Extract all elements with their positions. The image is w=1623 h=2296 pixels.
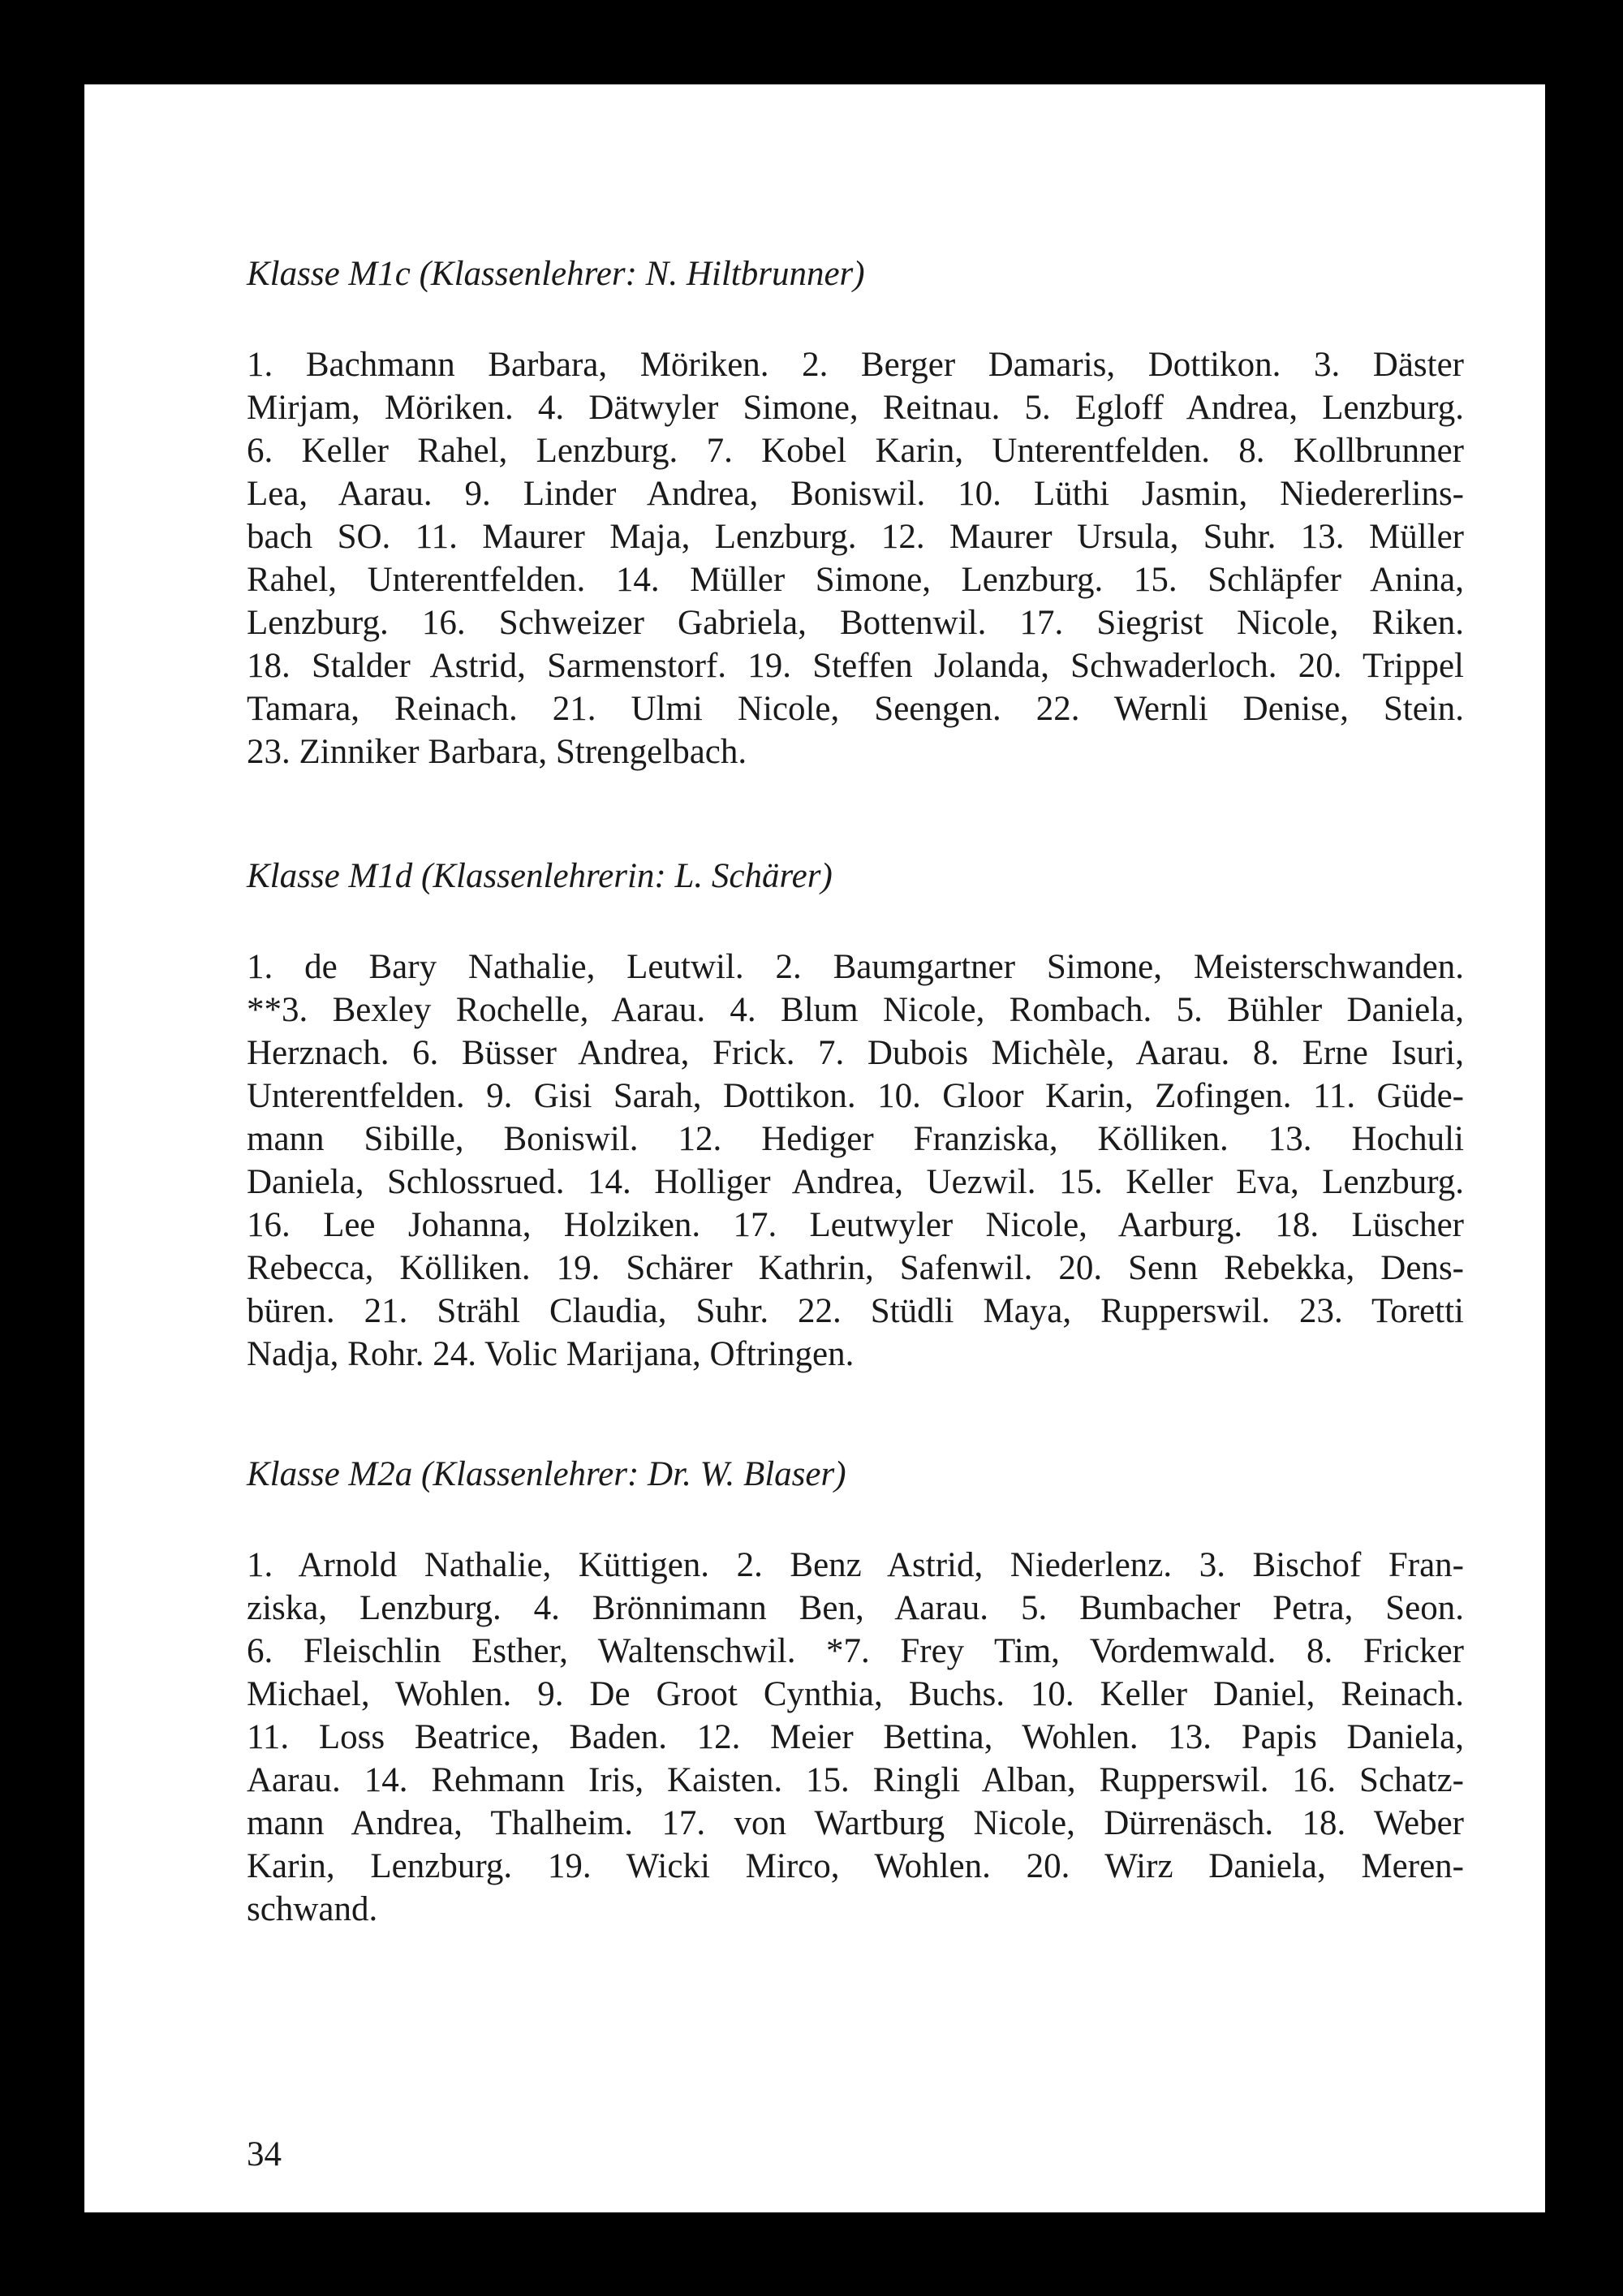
document-page <box>84 84 1545 2212</box>
student-list <box>247 1544 1464 1931</box>
text-line: 11. Loss Beatrice, Baden. 12. Meier Bettina, Wohlen. 13. Papis Daniela, <box>247 1718 1464 1756</box>
text-line: Karin, Lenzburg. 19. Wicki Mirco, Wohlen. 20. Wirz Daniela, Meren- <box>247 1847 1464 1885</box>
text-line: Mirjam, Möriken. 4. Dätwyler Simone, Reitnau. 5. Egloff Andrea, Lenzburg. <box>247 389 1464 427</box>
text-line: Daniela, Schlossrued. 14. Holliger Andrea, Uezwil. 15. Keller Eva, Lenzburg. <box>247 1163 1464 1201</box>
text-line: 1. de Bary Nathalie, Leutwil. 2. Baumgartner Simone, Meisterschwanden. <box>247 948 1464 986</box>
text-line: 6. Keller Rahel, Lenzburg. 7. Kobel Karin, Unterentfelden. 8. Kollbrunner <box>247 432 1464 470</box>
student-list <box>247 343 1464 773</box>
class-section-m1c <box>247 253 1464 773</box>
text-line: 18. Stalder Astrid, Sarmenstorf. 19. Steffen Jolanda, Schwaderloch. 20. Trippel <box>247 647 1464 685</box>
class-section-m1d <box>247 855 1464 1376</box>
text-line: mann Sibille, Boniswil. 12. Hediger Franziska, Kölliken. 13. Hochuli <box>247 1120 1464 1158</box>
text-line: 23. Zinniker Barbara, Strengelbach. <box>247 733 747 771</box>
section-heading: Klasse M1d (Klassenlehrerin: L. Schärer) <box>247 857 833 895</box>
text-line: Tamara, Reinach. 21. Ulmi Nicole, Seengen. 22. Wernli Denise, Stein. <box>247 690 1464 728</box>
text-line: mann Andrea, Thalheim. 17. von Wartburg Nicole, Dürrenäsch. 18. Weber <box>247 1804 1464 1842</box>
text-line: 1. Arnold Nathalie, Küttigen. 2. Benz Astrid, Niederlenz. 3. Bischof Fran- <box>247 1546 1464 1584</box>
text-line: **3. Bexley Rochelle, Aarau. 4. Blum Nicole, Rombach. 5. Bühler Daniela, <box>247 991 1464 1029</box>
page-number: 34 <box>247 2135 282 2173</box>
text-line: Lea, Aarau. 9. Linder Andrea, Boniswil. 10. Lüthi Jasmin, Niedererlins- <box>247 475 1464 513</box>
text-line: Aarau. 14. Rehmann Iris, Kaisten. 15. Ringli Alban, Rupperswil. 16. Schatz- <box>247 1761 1464 1799</box>
class-section-m2a <box>247 1454 1464 1931</box>
text-line: schwand. <box>247 1890 378 1928</box>
text-line: Rebecca, Kölliken. 19. Schärer Kathrin, Safenwil. 20. Senn Rebekka, Dens- <box>247 1249 1464 1287</box>
section-heading: Klasse M1c (Klassenlehrer: N. Hiltbrunner) <box>247 255 865 293</box>
text-line: Lenzburg. 16. Schweizer Gabriela, Bottenwil. 17. Siegrist Nicole, Riken. <box>247 604 1464 642</box>
section-heading: Klasse M2a (Klassenlehrer: Dr. W. Blaser) <box>247 1455 846 1493</box>
text-line: ziska, Lenzburg. 4. Brönnimann Ben, Aarau. 5. Bumbacher Petra, Seon. <box>247 1589 1464 1627</box>
text-line: 16. Lee Johanna, Holziken. 17. Leutwyler Nicole, Aarburg. 18. Lüscher <box>247 1206 1464 1244</box>
text-line: büren. 21. Strähl Claudia, Suhr. 22. Stüdli Maya, Rupperswil. 23. Toretti <box>247 1292 1464 1330</box>
text-line: Herznach. 6. Büsser Andrea, Frick. 7. Dubois Michèle, Aarau. 8. Erne Isuri, <box>247 1034 1464 1072</box>
text-line: Rahel, Unterentfelden. 14. Müller Simone, Lenzburg. 15. Schläpfer Anina, <box>247 561 1464 599</box>
text-line: 6. Fleischlin Esther, Waltenschwil. *7. Frey Tim, Vordemwald. 8. Fricker <box>247 1632 1464 1670</box>
student-list <box>247 946 1464 1376</box>
text-line: bach SO. 11. Maurer Maja, Lenzburg. 12. Maurer Ursula, Suhr. 13. Müller <box>247 518 1464 556</box>
text-line: Nadja, Rohr. 24. Volic Marijana, Oftringen. <box>247 1335 855 1373</box>
text-line: Michael, Wohlen. 9. De Groot Cynthia, Buchs. 10. Keller Daniel, Reinach. <box>247 1675 1464 1713</box>
text-line: Unterentfelden. 9. Gisi Sarah, Dottikon. 10. Gloor Karin, Zofingen. 11. Güde- <box>247 1077 1464 1115</box>
text-line: 1. Bachmann Barbara, Möriken. 2. Berger Damaris, Dottikon. 3. Däster <box>247 346 1464 384</box>
